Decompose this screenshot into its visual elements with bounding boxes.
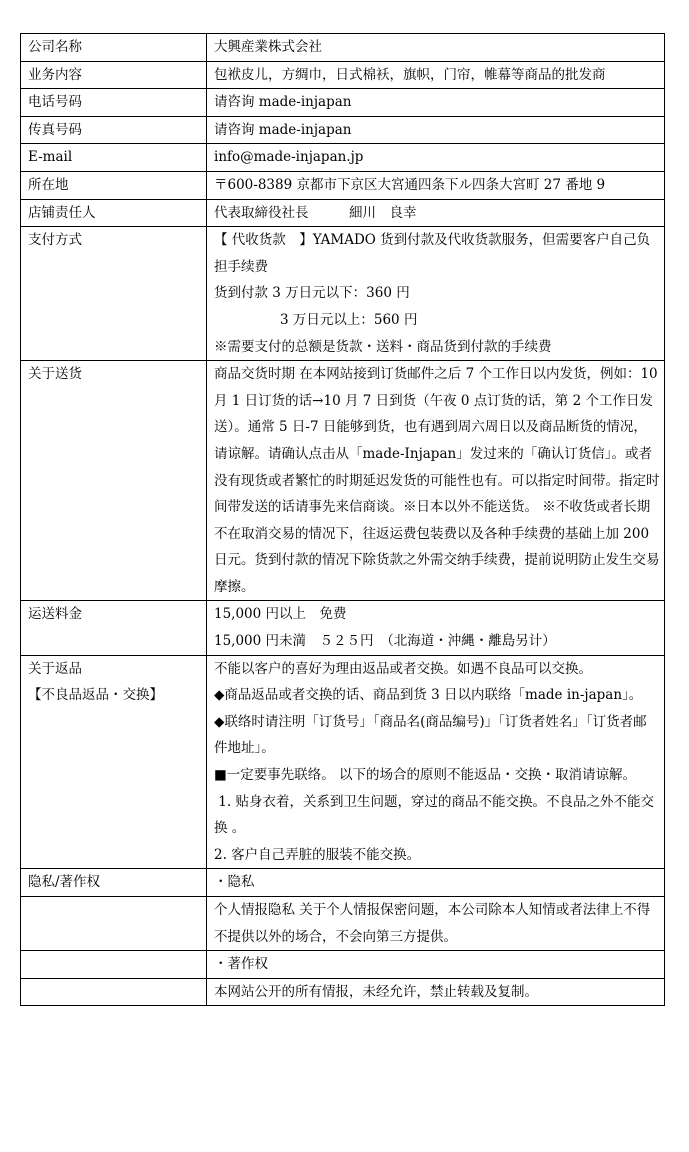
table-row-address: [21, 171, 665, 199]
row-label-email: E-mail: [21, 144, 207, 172]
returns-policy: 不能以客户的喜好为理由返品或者交换。如遇不良品可以交换。: [214, 660, 592, 677]
table-row-company: [21, 34, 665, 62]
payment-method-text: 【 代收货款 】YAMADO 货到付款及代收货款服务，但需要客户自己负担手续费: [214, 232, 651, 275]
returns-rule-1: 1. 贴身衣着，关系到卫生问题，穿过的商品不能交换。不良品之外不能交换 。: [214, 793, 654, 837]
row-label-returns: [21, 655, 207, 869]
business-description: 包袱皮儿，方绸巾，日式棉袄，旗帜，门帘，帷幕等商品的批发商: [214, 66, 606, 83]
company-info-table: [20, 33, 665, 1006]
table-row-copyright-heading: [21, 951, 665, 979]
row-value-shipping: [207, 361, 665, 601]
row-label-manager: 店铺责任人: [21, 199, 207, 227]
row-value-payment: [207, 227, 665, 361]
table-row-fee: [21, 601, 665, 655]
table-row-copyright-text: [21, 978, 665, 1006]
phone-value: 请咨询 made-injapan: [214, 94, 352, 111]
row-value-address: [207, 171, 665, 199]
payment-fee-over: 3 万日元以上：560 円: [280, 311, 418, 328]
table-row-privacy-heading: [21, 869, 665, 897]
returns-contact: ◆商品返品或者交换的话、商品到货 3 日以内联络「made in-japan」。: [214, 687, 643, 704]
row-label-fax: 传真号码: [21, 116, 207, 144]
table-row-privacy-text: [21, 897, 665, 951]
payment-total-note: ※需要支付的总额是货款・送料・商品货到付款的手续费: [214, 338, 552, 355]
row-value-phone: [207, 89, 665, 117]
manager-value: 代表取締役社長 細川 良幸: [214, 204, 417, 221]
table-row-fax: [21, 116, 665, 144]
returns-rule-2: 2. 客户自己弄脏的服装不能交换。: [214, 846, 421, 863]
empty-cell: [21, 897, 207, 951]
row-value-fee: [207, 601, 665, 655]
privacy-heading: ・隐私: [207, 869, 665, 897]
returns-label-sub: 【不良品返品・交换】: [28, 687, 163, 704]
row-label-phone: 电话号码: [21, 89, 207, 117]
returns-prior-contact: ■一定要事先联络。 以下的场合的原则不能返品・交换・取消请谅解。: [214, 767, 637, 784]
returns-label: 关于返品: [28, 660, 82, 677]
table-row-business: [21, 61, 665, 89]
table-row-returns: [21, 655, 665, 869]
table-row-phone: [21, 89, 665, 117]
copyright-text: 本网站公开的所有情报，未经允许，禁止转载及复制。: [207, 978, 665, 1006]
shipping-text: 商品交货时期 在本网站接到订货邮件之后 7 个工作日以内发货，例如：10 月 1 日订货的话→10 月 7 日到货（午夜 0 点订货的话，第 2 个工作日发送）。通常 5 日-7 日能够到货，也有遇到周六周日以及商品断货的情况，请谅解。请确认点击从「made-Injapan」发过来的「确认订货信」。或者没有现货或者繁忙的时期延迟发货的可能性也有。可以指定时间带。指定时间带发送的话请事先来信商谈。※日本以外不能送货。 ※不收货或者长期不在取消交易的情况下，往返运费包装费以及各种手续费的基础上加 200 日元。货到付款的情况下除货款之外需交纳手续费，提前说明防止发生交易摩擦。: [214, 366, 660, 595]
payment-fee-under: 货到付款 3 万日元以下：360 円: [214, 285, 410, 302]
privacy-text: 个人情报隐私 关于个人情报保密问题，本公司除本人知情或者法律上不得不提供以外的场合，不会向第三方提供。: [207, 897, 665, 951]
row-label-privacy: 隐私/著作权: [21, 869, 207, 897]
table-row-shipping: [21, 361, 665, 601]
row-value-email: [207, 144, 665, 172]
row-value-business: [207, 61, 665, 89]
row-label-shipping: 关于送货: [21, 361, 207, 601]
row-label-fee: 运送料金: [21, 601, 207, 655]
row-label-company: 公司名称: [21, 34, 207, 62]
fax-value: 请咨询 made-injapan: [214, 121, 352, 138]
row-value-manager: [207, 199, 665, 227]
row-value-company: [207, 34, 665, 62]
row-value-fax: [207, 116, 665, 144]
table-row-payment: [21, 227, 665, 361]
returns-contact-details: ◆联络时请注明「订货号」「商品名(商品编号)」「订货者姓名」「订货者邮件地址」。: [214, 713, 647, 757]
fee-under: 15,000 円未満 ５２５円 （北海道・沖縄・離島另计）: [214, 633, 556, 650]
fee-over: 15,000 円以上 免费: [214, 606, 347, 623]
row-value-returns: [207, 655, 665, 869]
empty-cell: [21, 951, 207, 979]
address-value: 〒600-8389 京都市下京区大宮通四条下ル四条大宮町 27 番地 9: [214, 176, 606, 193]
copyright-heading: ・著作权: [207, 951, 665, 979]
row-label-address: 所在地: [21, 171, 207, 199]
row-label-payment: 支付方式: [21, 227, 207, 361]
email-value: info@made-injapan.jp: [214, 149, 364, 166]
empty-cell: [21, 978, 207, 1006]
company-name: 大興産業株式会社: [214, 39, 322, 55]
table-row-manager: [21, 199, 665, 227]
row-label-business: 业务内容: [21, 61, 207, 89]
table-row-email: [21, 144, 665, 172]
